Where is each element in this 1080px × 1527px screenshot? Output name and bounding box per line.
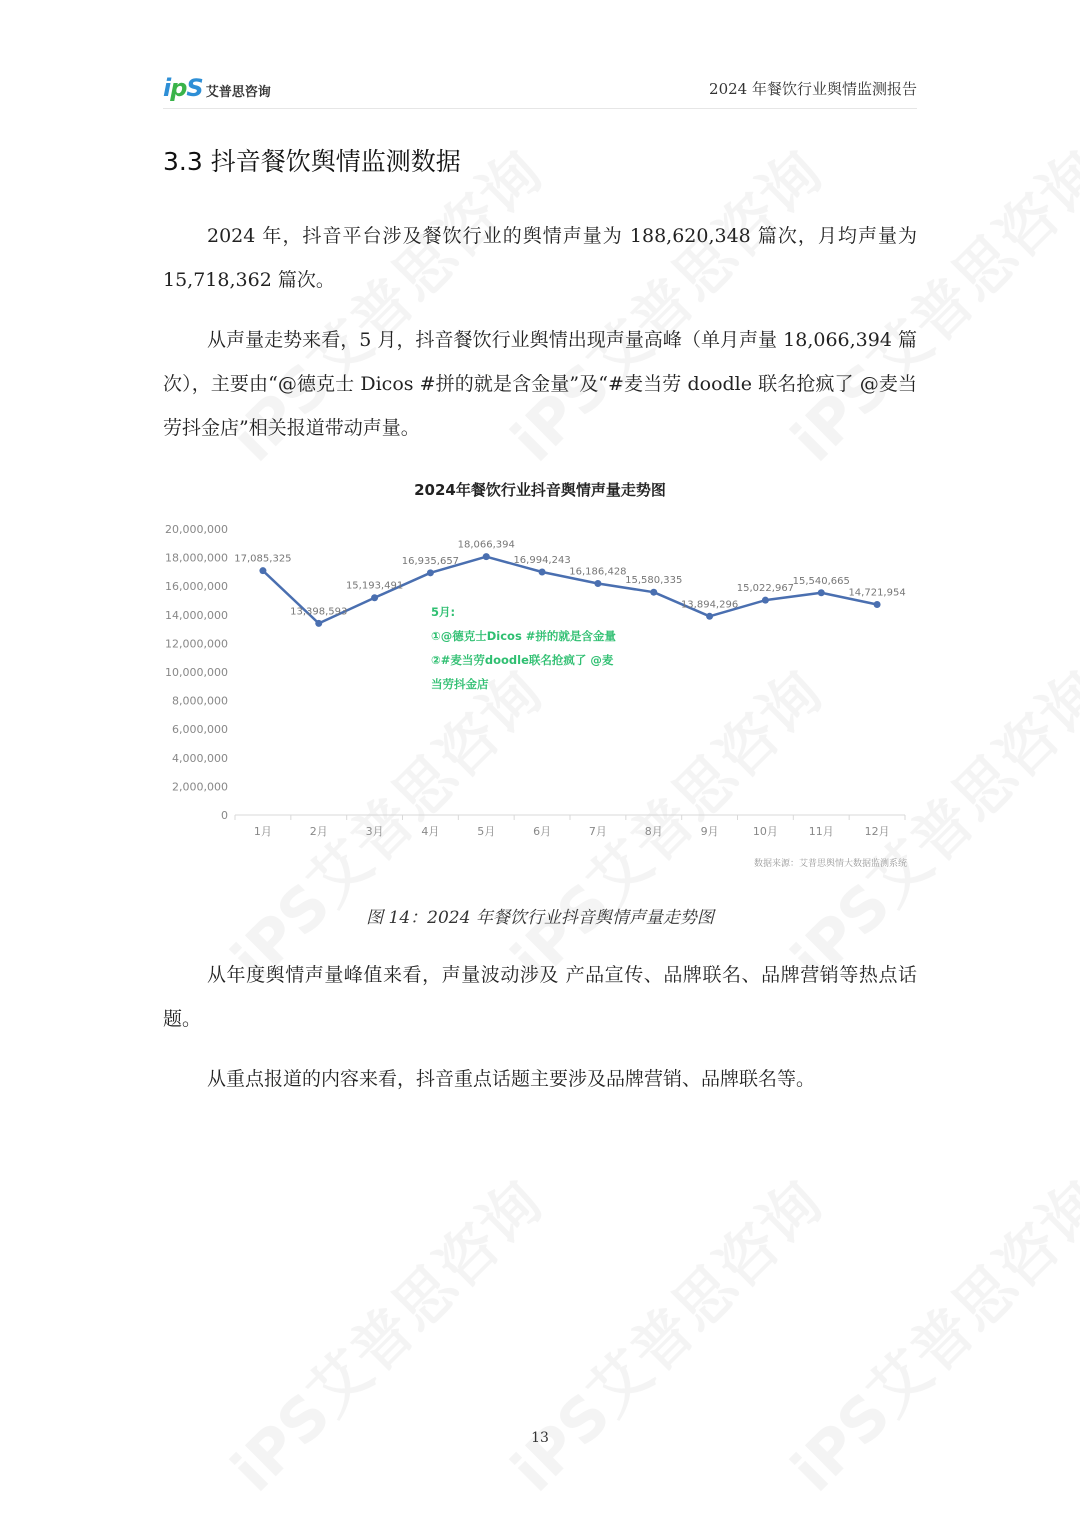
y-tick-label: 8,000,000 — [172, 694, 228, 708]
y-tick-label: 12,000,000 — [165, 637, 228, 651]
y-tick-label: 6,000,000 — [172, 723, 228, 737]
data-label: 15,022,967 — [736, 583, 795, 595]
chart-title: 2024年餐饮行业抖音舆情声量走势图 — [414, 481, 666, 499]
annotation-heading: 5月: — [431, 605, 456, 619]
annotation-line: ②#麦当劳doodle联名抢疯了 @麦 — [431, 653, 614, 667]
x-tick-label: 2月 — [309, 825, 328, 838]
y-tick-label: 4,000,000 — [172, 751, 228, 765]
chart-svg — [163, 463, 917, 873]
company-logo — [163, 74, 271, 102]
watermark — [489, 1158, 838, 1507]
x-tick-label: 5月 — [477, 825, 496, 838]
watermark — [209, 1158, 558, 1507]
data-label: 15,193,491 — [345, 580, 404, 592]
annotation-line: 当劳抖金店 — [431, 677, 489, 691]
y-tick-label: 16,000,000 — [165, 580, 228, 594]
data-label: 15,580,335 — [625, 575, 683, 587]
y-tick-label: 18,000,000 — [165, 551, 228, 565]
data-label: 14,721,954 — [848, 587, 906, 599]
figure-caption: 图 14：2024 年餐饮行业抖音舆情声量走势图 — [366, 908, 714, 928]
chart-source: 数据来源：艾普思舆情大数据监测系统 — [753, 859, 907, 869]
data-label: 18,066,394 — [457, 539, 515, 551]
data-point — [371, 594, 378, 601]
x-tick-label: 9月 — [700, 825, 719, 838]
data-point — [427, 569, 434, 576]
x-tick-label: 8月 — [644, 825, 663, 838]
data-label: 16,994,243 — [513, 554, 571, 566]
data-point — [818, 589, 825, 596]
page-header — [163, 68, 917, 109]
paragraph-summary: 2024 年，抖音平台涉及餐饮行业的舆情声量为 188,620,348 篇次，月均声量为 15,718,362 篇次。 — [163, 225, 917, 291]
y-tick-label: 14,000,000 — [165, 608, 228, 622]
x-tick-label: 4月 — [421, 825, 440, 838]
data-label: 13,398,593 — [290, 606, 348, 618]
data-point — [762, 597, 769, 604]
y-tick-label: 20,000,000 — [165, 523, 228, 536]
data-point — [315, 620, 322, 627]
logo-mark: ipS — [163, 74, 203, 102]
line-chart — [163, 463, 917, 873]
data-point — [539, 568, 546, 575]
x-tick-label: 11月 — [808, 825, 834, 838]
report-title: 2024 年餐饮行业舆情监测报告 — [709, 80, 917, 98]
y-tick-label: 10,000,000 — [165, 666, 228, 679]
data-point — [594, 580, 601, 587]
paragraph-trend: 从声量走势来看，5 月，抖音餐饮行业舆情出现声量高峰（单月声量 18,066,394 篇次），主要由“@德克士 Dicos #拼的就是含金量”及“#麦当劳 doodle 联名抢疯了 @麦当劳抖金店”相关报道带动声量。 — [163, 329, 917, 439]
data-point — [483, 553, 490, 560]
data-label: 16,186,428 — [569, 566, 627, 578]
data-point — [259, 567, 266, 574]
x-tick-label: 7月 — [588, 825, 607, 838]
y-tick-label: 2,000,000 — [172, 780, 228, 794]
page-number: 13 — [531, 1430, 549, 1446]
logo-text: 艾普思咨询 — [205, 84, 271, 100]
annotation-line: ①@德克士Dicos #拼的就是含金量 — [431, 629, 616, 643]
x-tick-label: 12月 — [864, 825, 890, 838]
data-label: 15,540,665 — [792, 575, 850, 587]
x-tick-label: 10月 — [752, 825, 778, 838]
data-point — [650, 589, 657, 596]
x-tick-label: 3月 — [365, 825, 384, 838]
data-point — [706, 613, 713, 620]
paragraph-peak-topics: 从年度舆情声量峰值来看，声量波动涉及 产品宣传、品牌联名、品牌营销等热点话题。 — [163, 964, 917, 1030]
section-title: 3.3 抖音餐饮舆情监测数据 — [163, 147, 461, 176]
watermark — [769, 1158, 1080, 1507]
x-tick-label: 6月 — [533, 825, 552, 838]
paragraph-key-reports: 从重点报道的内容来看，抖音重点话题主要涉及品牌营销、品牌联名等。 — [207, 1068, 816, 1090]
x-tick-label: 1月 — [253, 825, 272, 838]
data-label: 17,085,325 — [234, 553, 292, 565]
data-label: 13,894,296 — [680, 599, 739, 611]
data-point — [874, 601, 881, 608]
y-tick-label: 0 — [221, 809, 228, 822]
data-label: 16,935,657 — [401, 555, 460, 567]
